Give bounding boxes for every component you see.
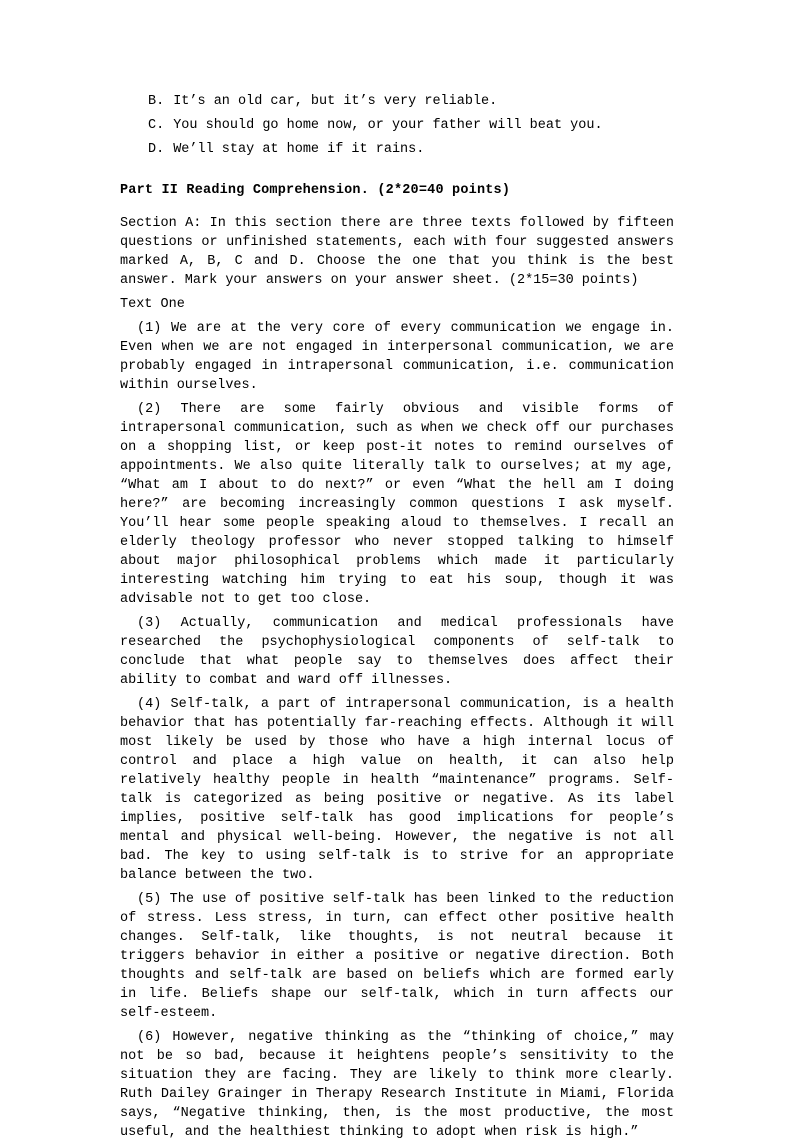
part2-heading: Part II Reading Comprehension. (2*20=40 points) — [120, 183, 511, 198]
passage-paragraph-5: (5) The use of positive self-talk has been linked to the reduction of stress. Less stress, in turn, can effect other positive health changes. Self-talk, like thoughts, is not neutral because it triggers behavior in either a positive or negative direction. Both thoughts and self-talk are based on beliefs which are formed early in life. Beliefs shape our self-talk, which in turn affects our self-esteem. — [120, 892, 674, 1021]
option-c-text: You should go home now, or your father will beat you. — [173, 118, 603, 133]
option-d — [148, 140, 674, 159]
text-one-label: Text One — [120, 297, 185, 312]
passage-paragraph-1: (1) We are at the very core of every communication we engage in. Even when we are not engaged in interpersonal communication, we are probably engaged in intrapersonal communication, i.e. communication within ourselves. — [120, 321, 674, 393]
option-c — [148, 116, 674, 135]
option-b — [148, 92, 674, 111]
passage-paragraph-6: (6) However, negative thinking as the “thinking of choice,” may not be so bad, because it heightens people’s sensitivity to the situation they are facing. They are likely to think more clearly. Ruth Dailey Grainger in Therapy Research Institute in Miami, Florida says, “Negative thinking, then, is the most productive, the most useful, and the healthiest thinking to adopt when risk is high.” — [120, 1030, 674, 1140]
option-d-text: We’ll stay at home if it rains. — [173, 142, 425, 157]
option-c-label: C. — [148, 118, 165, 133]
passage-paragraph-4: (4) Self-talk, a part of intrapersonal communication, is a health behavior that has potentially far-reaching effects. Although it will most likely be used by those who have a high internal locus of control and place a high value on health, it can also help relatively healthy people in health “maintenance” programs. Self-talk is categorized as being positive or negative. As its label implies, positive self-talk has good implications for people’s mental and physical well-being. However, the negative is not all bad. The key to using self-talk is to strive for an appropriate balance between the two. — [120, 697, 674, 883]
section-a-instructions: Section A: In this section there are three texts followed by fifteen questions or unfinished statements, each with four suggested answers marked A, B, C and D. Choose the one that you think is the best answer. Mark your answers on your answer sheet. (2*15=30 points) — [120, 216, 674, 288]
option-b-text: It’s an old car, but it’s very reliable. — [173, 94, 498, 109]
option-b-label: B. — [148, 94, 165, 109]
passage-paragraph-3: (3) Actually, communication and medical professionals have researched the psychophysiological components of self-talk to conclude that what people say to themselves does affect their ability to combat and ward off illnesses. — [120, 616, 674, 688]
answer-options — [148, 92, 674, 159]
option-d-label: D. — [148, 142, 165, 157]
passage-paragraph-2: (2) There are some fairly obvious and visible forms of intrapersonal communication, such as when we check off our purchases on a shopping list, or keep post-it notes to remind ourselves of appointments. We also quite literally talk to ourselves; at my age, “What am I about to do next?” or even “What the hell am I doing here?” are becoming increasingly common questions I ask myself. You’ll hear some people speaking aloud to themselves. I recall an elderly theology professor who never stopped talking to himself about major philosophical problems which made it particularly interesting watching him trying to eat his soup, though it was advisable not to get too close. — [120, 402, 674, 607]
